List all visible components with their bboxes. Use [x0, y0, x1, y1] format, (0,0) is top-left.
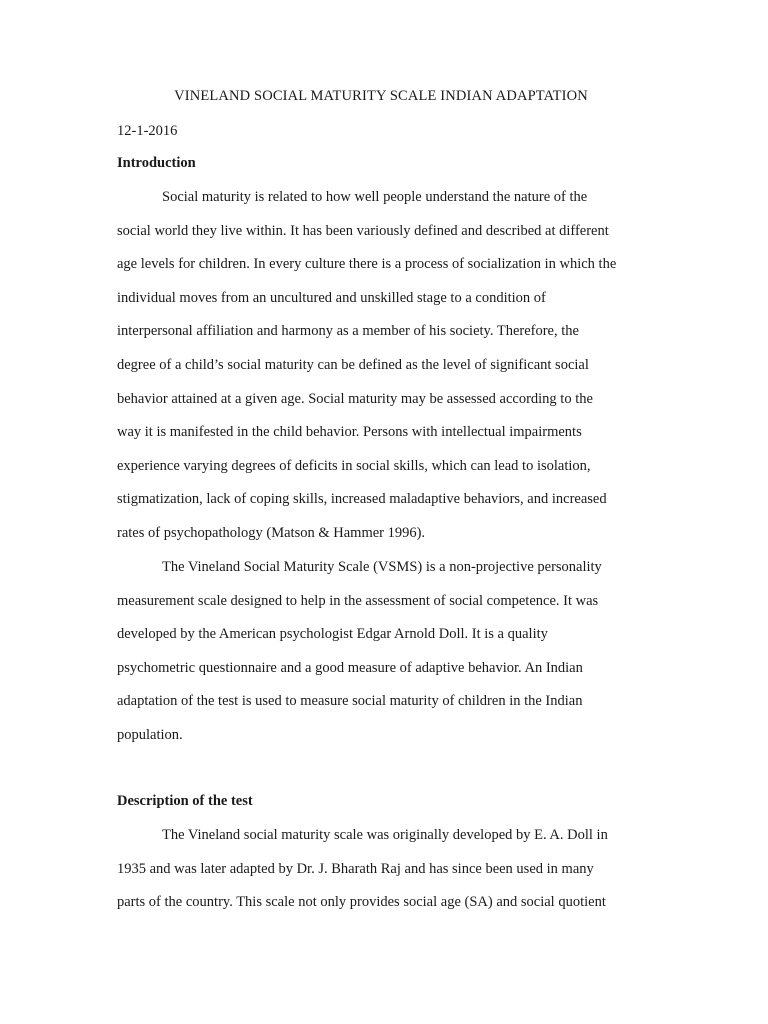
introduction-paragraph-1 — [117, 181, 645, 551]
paragraph-line: age levels for children. In every culture there is a process of socialization in which the — [117, 256, 617, 273]
paragraph-line: psychometric questionnaire and a good measure of adaptive behavior. An Indian — [117, 659, 583, 676]
paragraph-line: parts of the country. This scale not only provides social age (SA) and social quotient — [117, 894, 606, 911]
paragraph-line: stigmatization, lack of coping skills, increased maladaptive behaviors, and increased — [117, 491, 607, 508]
paragraph-line: behavior attained at a given age. Social maturity may be assessed according to the — [117, 390, 593, 407]
document-title: VINELAND SOCIAL MATURITY SCALE INDIAN ADAPTATION — [174, 88, 588, 104]
paragraph-line: social world they live within. It has been variously defined and described at different — [117, 222, 609, 239]
section-heading-introduction: Introduction — [117, 155, 196, 171]
paragraph-line: developed by the American psychologist Edgar Arnold Doll. It is a quality — [117, 626, 548, 643]
paragraph-line: population. — [117, 726, 183, 743]
paragraph-line: The Vineland Social Maturity Scale (VSMS) is a non-projective personality — [162, 559, 602, 575]
paragraph-line: 1935 and was later adapted by Dr. J. Bharath Raj and has since been used in many — [117, 860, 594, 877]
section-heading-description: Description of the test — [117, 793, 253, 809]
paragraph-line: interpersonal affiliation and harmony as a member of his society. Therefore, the — [117, 323, 579, 340]
paragraph-line: measurement scale designed to help in the assessment of social competence. It was — [117, 592, 599, 609]
paragraph-line: way it is manifested in the child behavior. Persons with intellectual impairments — [117, 424, 582, 441]
paragraph-line: adaptation of the test is used to measure social maturity of children in the Indian — [117, 693, 583, 710]
paragraph-line: Social maturity is related to how well people understand the nature of the — [162, 189, 588, 205]
introduction-paragraph-2 — [117, 551, 645, 753]
description-paragraph-1 — [117, 819, 645, 920]
document-date: 12-1-2016 — [117, 123, 178, 139]
paragraph-line: The Vineland social maturity scale was originally developed by E. A. Doll in — [162, 827, 608, 843]
paragraph-line: experience varying degrees of deficits in social skills, which can lead to isolation, — [117, 457, 591, 474]
paragraph-line: degree of a child’s social maturity can be defined as the level of significant social — [117, 356, 589, 373]
paragraph-line: individual moves from an uncultured and unskilled stage to a condition of — [117, 289, 546, 306]
paragraph-line: rates of psychopathology (Matson & Hammer 1996). — [117, 524, 426, 541]
